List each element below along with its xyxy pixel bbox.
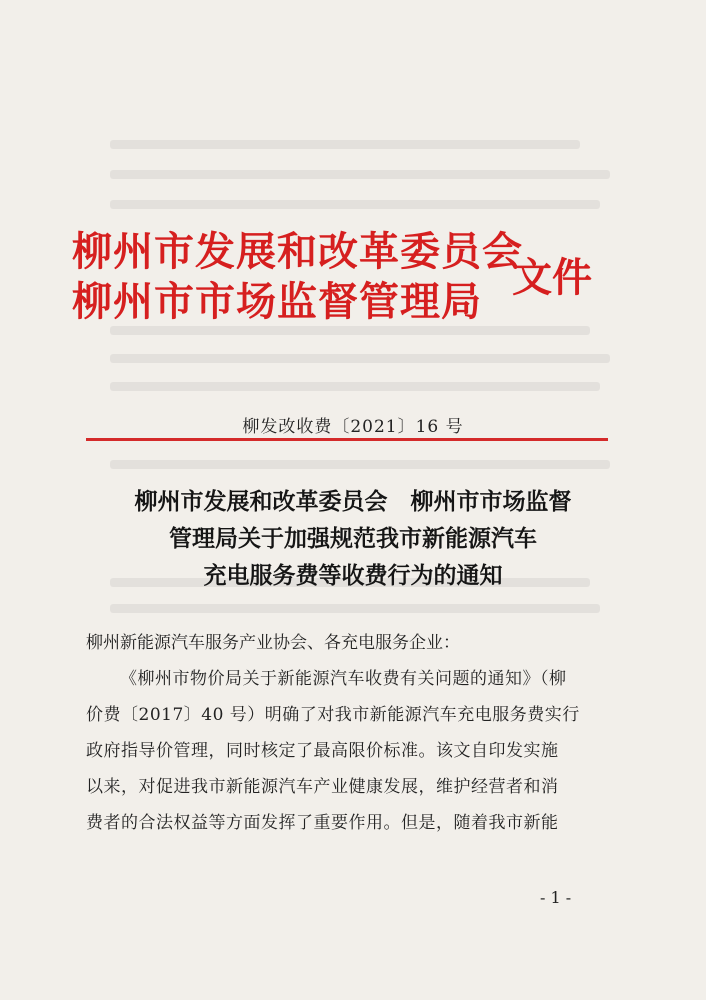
page-number: - 1 - (540, 888, 572, 907)
body-line-4: 以来，对促进我市新能源汽车产业健康发展，维护经营者和消 (86, 777, 559, 797)
body-line-3: 政府指导价管理，同时核定了最高限价标准。该文自印发实施 (86, 741, 559, 761)
issuing-org-line-1: 柳州市发展和改革委员会 (72, 228, 523, 275)
ghost-text-line (110, 354, 610, 363)
title-line-3: 充电服务费等收费行为的通知 (203, 562, 503, 589)
body-line-5: 费者的合法权益等方面发挥了重要作用。但是，随着我市新能 (86, 813, 559, 833)
document-number: 柳发改收费〔2021〕16 号 (242, 417, 464, 437)
ghost-text-line (110, 460, 610, 469)
body-line-2: 价费〔2017〕40 号）明确了对我市新能源汽车充电服务费实行 (86, 705, 580, 725)
ghost-text-line (110, 326, 590, 335)
body-line-1: 《柳州市物价局关于新能源汽车收费有关问题的通知》（柳 (120, 669, 567, 689)
addressee: 柳州新能源汽车服务产业协会、各充电服务企业： (86, 633, 460, 653)
issuing-org-line-2: 柳州市市场监督管理局 (72, 278, 482, 325)
ghost-text-line (110, 140, 580, 149)
ghost-text-line (110, 604, 600, 613)
red-divider (86, 438, 608, 441)
ghost-text-line (110, 200, 600, 209)
title-line-1: 柳州市发展和改革委员会 柳州市市场监督 (134, 488, 572, 515)
ghost-text-line (110, 170, 610, 179)
ghost-text-line (110, 382, 600, 391)
document-label: 文件 (512, 254, 592, 301)
title-line-2: 管理局关于加强规范我市新能源汽车 (169, 525, 537, 552)
